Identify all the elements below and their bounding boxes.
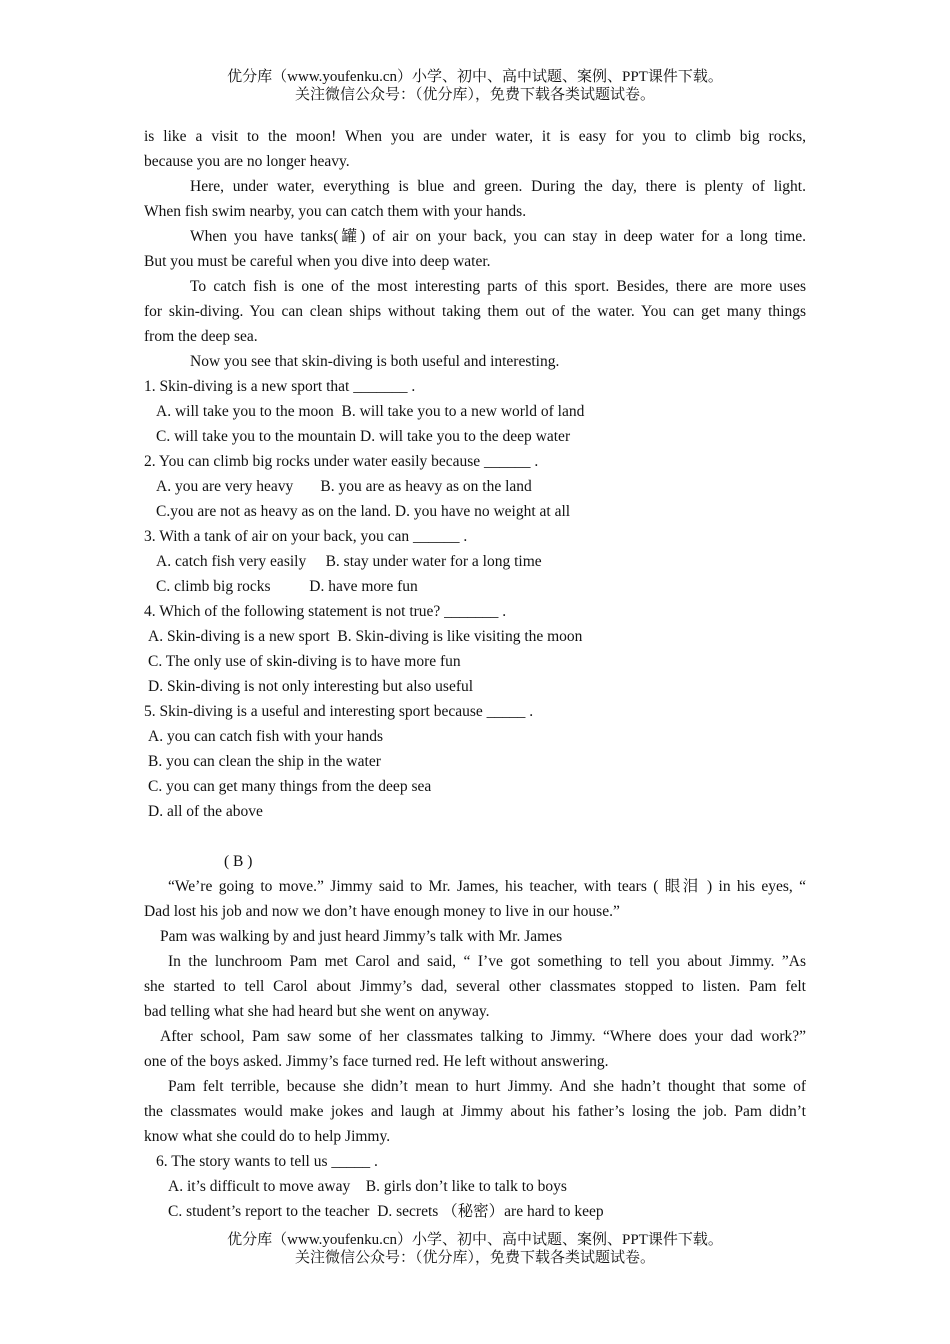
question-options: A. you are very heavy B. you are as heavy as on the land — [156, 478, 532, 495]
paragraph-line: Dad lost his job and now we don’t have enough money to live in our house.” — [144, 903, 620, 920]
document-body — [144, 124, 806, 1224]
question-option: C. you can get many things from the deep sea — [148, 778, 432, 795]
paragraph-line: is like a visit to the moon! When you are under water, it is easy for you to climb big rocks, — [144, 128, 806, 145]
question-options: A. catch fish very easily B. stay under water for a long time — [156, 553, 542, 570]
question-options: A. it’s difficult to move away B. girls don’t like to talk to boys — [168, 1178, 567, 1195]
question-stem: 5. Skin-diving is a useful and interesting sport because _____ . — [144, 703, 534, 720]
question-stem: 3. With a tank of air on your back, you can ______ . — [144, 528, 468, 545]
paragraph-line: for skin-diving. You can clean ships without taking them out of the water. You can get many things — [144, 303, 806, 320]
question-option: D. Skin-diving is not only interesting but also useful — [148, 678, 474, 695]
paragraph-line: one of the boys asked. Jimmy’s face turned red. He left without answering. — [144, 1053, 609, 1070]
question-option: A. Skin-diving is a new sport B. Skin-diving is like visiting the moon — [148, 628, 583, 645]
questions-a — [144, 374, 806, 824]
paragraph-line: she started to tell Carol about Jimmy’s dad, several other classmates stopped to listen. Pam felt — [144, 978, 806, 995]
section-b-label: ( B ) — [224, 853, 253, 870]
page-footer — [0, 1231, 950, 1267]
question-options: C.you are not as heavy as on the land. D. you have no weight at all — [156, 503, 571, 520]
paragraph-line: When fish swim nearby, you can catch them with your hands. — [144, 203, 527, 220]
question-options: A. will take you to the moon B. will take you to a new world of land — [156, 403, 585, 420]
paragraph-line: To catch fish is one of the most interesting parts of this sport. Besides, there are more uses — [190, 278, 806, 295]
question-option: D. all of the above — [148, 803, 263, 820]
paragraph-line: Here, under water, everything is blue and green. During the day, there is plenty of light. — [190, 178, 806, 195]
paragraph-line: bad telling what she had heard but she went on anyway. — [144, 1003, 490, 1020]
question-option: A. you can catch fish with your hands — [148, 728, 384, 745]
paragraph-line: Now you see that skin-diving is both useful and interesting. — [190, 353, 560, 370]
paragraph-line: from the deep sea. — [144, 328, 258, 345]
spacer — [144, 824, 806, 849]
passage-a — [144, 124, 806, 374]
footer-line-1: 优分库（www.youfenku.cn）小学、初中、高中试题、案例、PPT课件下载。 — [227, 1232, 723, 1248]
question-stem: 1. Skin-diving is a new sport that _______ . — [144, 378, 416, 395]
paragraph-line: In the lunchroom Pam met Carol and said, “ I’ve got something to tell you about Jimmy. ”As — [168, 953, 806, 970]
paragraph-line: When you have tanks(罐) of air on your back, you can stay in deep water for a long time. — [190, 228, 806, 245]
question-options: C. will take you to the mountain D. will take you to the deep water — [156, 428, 571, 445]
question-option: C. The only use of skin-diving is to have more fun — [148, 653, 461, 670]
passage-b — [144, 874, 806, 1149]
paragraph-line: know what she could do to help Jimmy. — [144, 1128, 391, 1145]
question-stem: 2. You can climb big rocks under water easily because ______ . — [144, 453, 539, 470]
paragraph-line: because you are no longer heavy. — [144, 153, 350, 170]
question-b — [144, 1149, 806, 1224]
paragraph-line: Pam was walking by and just heard Jimmy’s talk with Mr. James — [160, 928, 563, 945]
question-options: C. climb big rocks D. have more fun — [156, 578, 418, 595]
paragraph-line: “We’re going to move.” Jimmy said to Mr. James, his teacher, with tears ( 眼泪 ) in his eyes, “ — [168, 878, 806, 895]
paragraph-line: Pam felt terrible, because she didn’t mean to hurt Jimmy. And she hadn’t thought that some of — [168, 1078, 806, 1095]
question-option: B. you can clean the ship in the water — [148, 753, 381, 770]
header-line-2: 关注微信公众号：（优分库），免费下载各类试题试卷。 — [294, 87, 655, 103]
question-options: C. student’s report to the teacher D. secrets （秘密）are hard to keep — [168, 1203, 604, 1220]
question-stem: 4. Which of the following statement is not true? _______ . — [144, 603, 507, 620]
paragraph-line: After school, Pam saw some of her classmates talking to Jimmy. “Where does your dad work?” — [160, 1028, 806, 1045]
page-header — [0, 68, 950, 104]
footer-line-2: 关注微信公众号：（优分库），免费下载各类试题试卷。 — [294, 1250, 655, 1266]
paragraph-line: But you must be careful when you dive into deep water. — [144, 253, 491, 270]
question-stem: 6. The story wants to tell us _____ . — [156, 1153, 378, 1170]
paragraph-line: the classmates would make jokes and laugh at Jimmy about his father’s losing the job. Pam didn’t — [144, 1103, 806, 1120]
header-line-1: 优分库（www.youfenku.cn）小学、初中、高中试题、案例、PPT课件下载。 — [227, 69, 723, 85]
